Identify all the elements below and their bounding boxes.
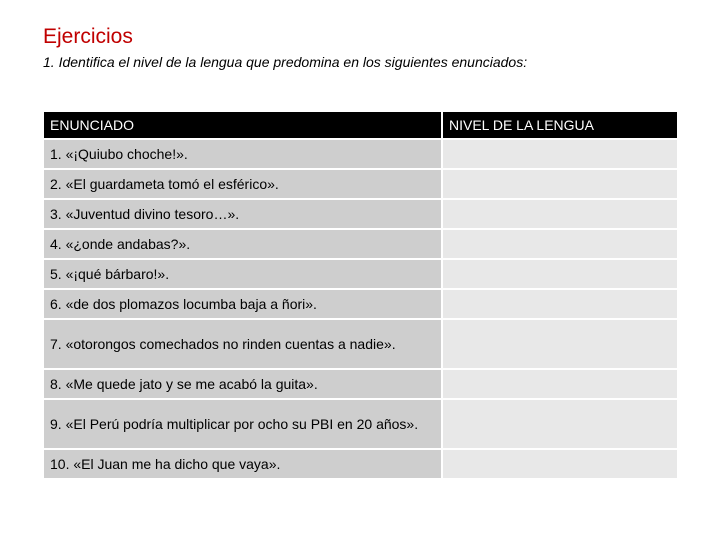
cell-nivel[interactable]	[443, 140, 677, 168]
cell-nivel[interactable]	[443, 400, 677, 448]
header-nivel: NIVEL DE LA LENGUA	[443, 112, 677, 138]
cell-enunciado: 6. «de dos plomazos locumba baja a ñori».	[44, 290, 441, 318]
cell-enunciado: 8. «Me quede jato y se me acabó la guita».	[44, 370, 441, 398]
page-title: Ejercicios	[43, 25, 133, 48]
cell-enunciado: 9. «El Perú podría multiplicar por ocho su PBI en 20 años».	[44, 400, 441, 448]
table-row	[44, 200, 677, 228]
cell-nivel[interactable]	[443, 170, 677, 198]
cell-nivel[interactable]	[443, 200, 677, 228]
cell-enunciado: 4. «¿onde andabas?».	[44, 230, 441, 258]
table-row	[44, 170, 677, 198]
table-row	[44, 450, 677, 478]
table-row	[44, 230, 677, 258]
table-row	[44, 370, 677, 398]
cell-nivel[interactable]	[443, 230, 677, 258]
cell-nivel[interactable]	[443, 450, 677, 478]
table-row	[44, 320, 677, 368]
header-enunciado: ENUNCIADO	[44, 112, 441, 138]
cell-nivel[interactable]	[443, 320, 677, 368]
table-row	[44, 400, 677, 448]
cell-enunciado: 5. «¡qué bárbaro!».	[44, 260, 441, 288]
cell-nivel[interactable]	[443, 260, 677, 288]
cell-enunciado: 2. «El guardameta tomó el esférico».	[44, 170, 441, 198]
cell-enunciado: 3. «Juventud divino tesoro…».	[44, 200, 441, 228]
table-row	[44, 260, 677, 288]
cell-nivel[interactable]	[443, 290, 677, 318]
exercise-table	[42, 110, 679, 480]
table-header-row	[44, 112, 677, 138]
table-row	[44, 140, 677, 168]
cell-enunciado: 1. «¡Quiubo choche!».	[44, 140, 441, 168]
cell-enunciado: 7. «otorongos comechados no rinden cuentas a nadie».	[44, 320, 441, 368]
table-body	[44, 140, 677, 478]
instruction-text: 1. Identifica el nivel de la lengua que predomina en los siguientes enunciados:	[43, 54, 528, 70]
table-row	[44, 290, 677, 318]
cell-nivel[interactable]	[443, 370, 677, 398]
cell-enunciado: 10. «El Juan me ha dicho que vaya».	[44, 450, 441, 478]
